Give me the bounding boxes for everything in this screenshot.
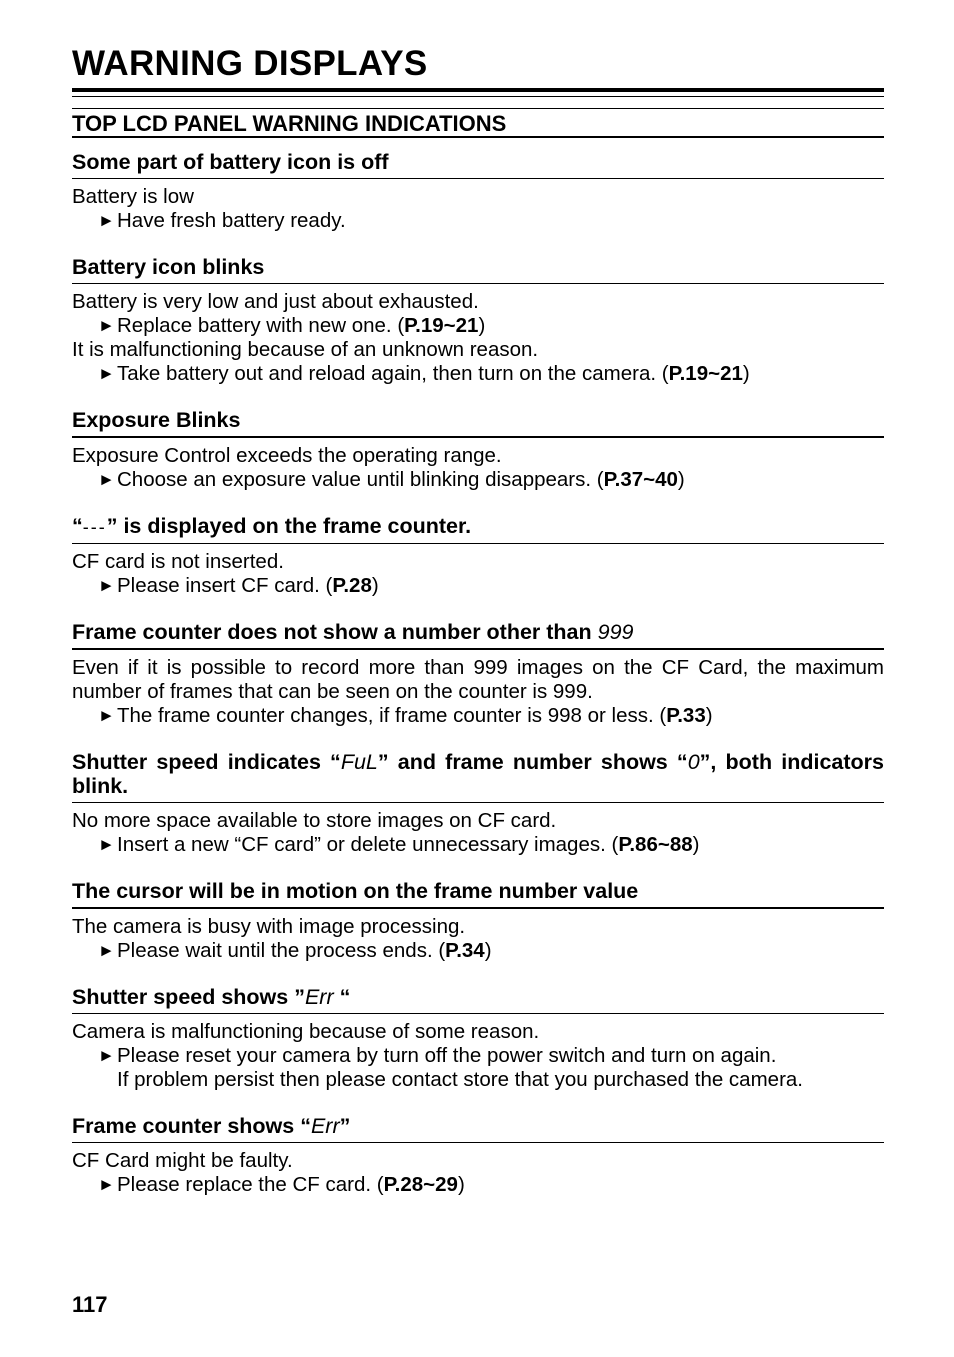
- warning-entry: [72, 408, 884, 492]
- entry-body: [72, 284, 884, 386]
- page-number: 117: [72, 1292, 108, 1317]
- entry-heading: [72, 750, 884, 803]
- action-line: [72, 574, 884, 598]
- entry-heading-text: “: [333, 985, 351, 1009]
- action-text: Please reset your camera by turn off the power switch and turn on again.: [117, 1044, 777, 1067]
- entry-heading-text: Frame counter does not show a number other than: [72, 620, 598, 644]
- heading-italic-value: 0: [687, 750, 700, 774]
- entry-heading: [72, 255, 884, 284]
- entry-heading-text: Battery icon blinks: [72, 255, 265, 279]
- action-suffix: ): [371, 574, 379, 597]
- action-suffix: ): [484, 939, 492, 962]
- action-line: [72, 704, 884, 728]
- action-line: [72, 362, 884, 386]
- condition-text: The camera is busy with image processing.: [72, 915, 466, 938]
- entry-body: [72, 179, 884, 233]
- entry-heading: [72, 879, 884, 909]
- entry-body: [72, 1014, 884, 1092]
- action-text: Take battery out and reload again, then turn on the camera. (: [117, 362, 669, 385]
- action-text: Insert a new “CF card” or delete unnecessary images. (: [117, 833, 619, 856]
- page-reference: P.33: [666, 704, 706, 727]
- entry-heading: [72, 150, 884, 179]
- warning-entry: [72, 255, 884, 386]
- entry-heading: [72, 985, 884, 1014]
- condition-text: CF Card might be faulty.: [72, 1149, 293, 1172]
- heading-dash-indicator: ---: [82, 517, 107, 537]
- condition-text: Even if it is possible to record more than 999 images on the CF Card, the maximum number of frames that can be seen on the counter is 999.: [72, 656, 884, 703]
- action-suffix: ): [742, 362, 750, 385]
- action-suffix: ): [692, 833, 700, 856]
- entry-heading-text: The cursor will be in motion on the frame number value: [72, 879, 639, 903]
- action-text: Have fresh battery ready.: [117, 209, 346, 232]
- condition-text: No more space available to store images on CF card.: [72, 809, 557, 832]
- entry-heading-text: ” and frame number shows “: [377, 750, 688, 774]
- action-suffix: ): [705, 704, 713, 727]
- entry-body: [72, 650, 884, 728]
- action-line: [72, 468, 884, 492]
- page-reference: P.19~21: [668, 362, 743, 385]
- arrow-icon: ►: [98, 941, 115, 960]
- condition-text: Battery is low: [72, 185, 194, 208]
- entry-body: [72, 544, 884, 598]
- action-line: [72, 209, 884, 233]
- warning-entry: [72, 750, 884, 857]
- title-rule: [72, 88, 884, 92]
- heading-italic-value: FuL: [340, 750, 378, 774]
- action-suffix: ): [478, 314, 486, 337]
- arrow-icon: ►: [98, 1175, 115, 1194]
- action-line: [72, 314, 884, 338]
- entry-heading-text: Frame counter shows “: [72, 1114, 311, 1138]
- action-suffix: ): [457, 1173, 465, 1196]
- heading-italic-value: Err: [304, 985, 334, 1009]
- action-text: Replace battery with new one. (: [117, 314, 405, 337]
- title-rule-thin: [72, 96, 884, 97]
- warning-entry: [72, 150, 884, 233]
- condition-text: CF card is not inserted.: [72, 550, 284, 573]
- action-text: Please wait until the process ends. (: [117, 939, 446, 962]
- entry-heading-text: Shutter speed shows ”: [72, 985, 305, 1009]
- warning-entry: [72, 1114, 884, 1197]
- condition-text: Exposure Control exceeds the operating range.: [72, 444, 502, 467]
- section-title-text: TOP LCD PANEL WARNING INDICATIONS: [72, 111, 507, 136]
- arrow-icon: ►: [98, 211, 115, 230]
- entry-heading-text: ”: [339, 1114, 351, 1138]
- heading-italic-value: 999: [597, 620, 634, 644]
- entry-body: [72, 438, 884, 492]
- entry-heading: [72, 1114, 884, 1143]
- page-reference: P.37~40: [603, 468, 678, 491]
- action-suffix: ): [677, 468, 685, 491]
- action-text: Please replace the CF card. (: [117, 1173, 384, 1196]
- entry-body: [72, 803, 884, 857]
- arrow-icon: ►: [98, 316, 115, 335]
- action-text: The frame counter changes, if frame counter is 998 or less. (: [117, 704, 667, 727]
- action-continuation: If problem persist then please contact store that you purchased the camera.: [117, 1068, 803, 1091]
- page-reference: P.34: [445, 939, 485, 962]
- condition-text: Battery is very low and just about exhausted.: [72, 290, 479, 313]
- warning-entry: [72, 620, 884, 728]
- page-reference: P.19~21: [404, 314, 479, 337]
- entry-heading: [72, 514, 884, 544]
- arrow-icon: ►: [98, 470, 115, 489]
- condition-text: It is malfunctioning because of an unknown reason.: [72, 338, 539, 361]
- warning-entry: [72, 514, 884, 598]
- heading-open-quote: “: [72, 514, 83, 538]
- action-text: Please insert CF card. (: [117, 574, 333, 597]
- action-line: [72, 1173, 884, 1197]
- entry-heading-text: ”, both indicators blink.: [72, 750, 884, 798]
- page-reference: P.28: [332, 574, 372, 597]
- warning-entry: [72, 985, 884, 1092]
- action-text: Choose an exposure value until blinking disappears. (: [117, 468, 604, 491]
- heading-italic-value: Err: [310, 1114, 340, 1138]
- entry-heading-text: ” is displayed on the frame counter.: [106, 514, 472, 538]
- page-reference: P.28~29: [383, 1173, 458, 1196]
- arrow-icon: ►: [98, 1046, 115, 1065]
- action-line: [72, 939, 884, 963]
- section-title: [72, 108, 884, 138]
- entry-body: [72, 909, 884, 963]
- entry-heading-text: Some part of battery icon is off: [72, 150, 389, 174]
- page-title: WARNING DISPLAYS: [72, 44, 428, 83]
- arrow-icon: ►: [98, 835, 115, 854]
- entry-body: [72, 1143, 884, 1197]
- page-reference: P.86~88: [618, 833, 693, 856]
- warning-entry: [72, 879, 884, 963]
- entry-heading-text: Shutter speed indicates “: [72, 750, 341, 774]
- arrow-icon: ►: [98, 576, 115, 595]
- warning-entries: [72, 150, 884, 1219]
- arrow-icon: ►: [98, 706, 115, 725]
- entry-heading: [72, 620, 884, 650]
- action-line: [72, 833, 884, 857]
- action-line: [72, 1044, 884, 1068]
- condition-text: Camera is malfunctioning because of some reason.: [72, 1020, 540, 1043]
- entry-heading: [72, 408, 884, 438]
- arrow-icon: ►: [98, 364, 115, 383]
- entry-heading-text: Exposure Blinks: [72, 408, 241, 432]
